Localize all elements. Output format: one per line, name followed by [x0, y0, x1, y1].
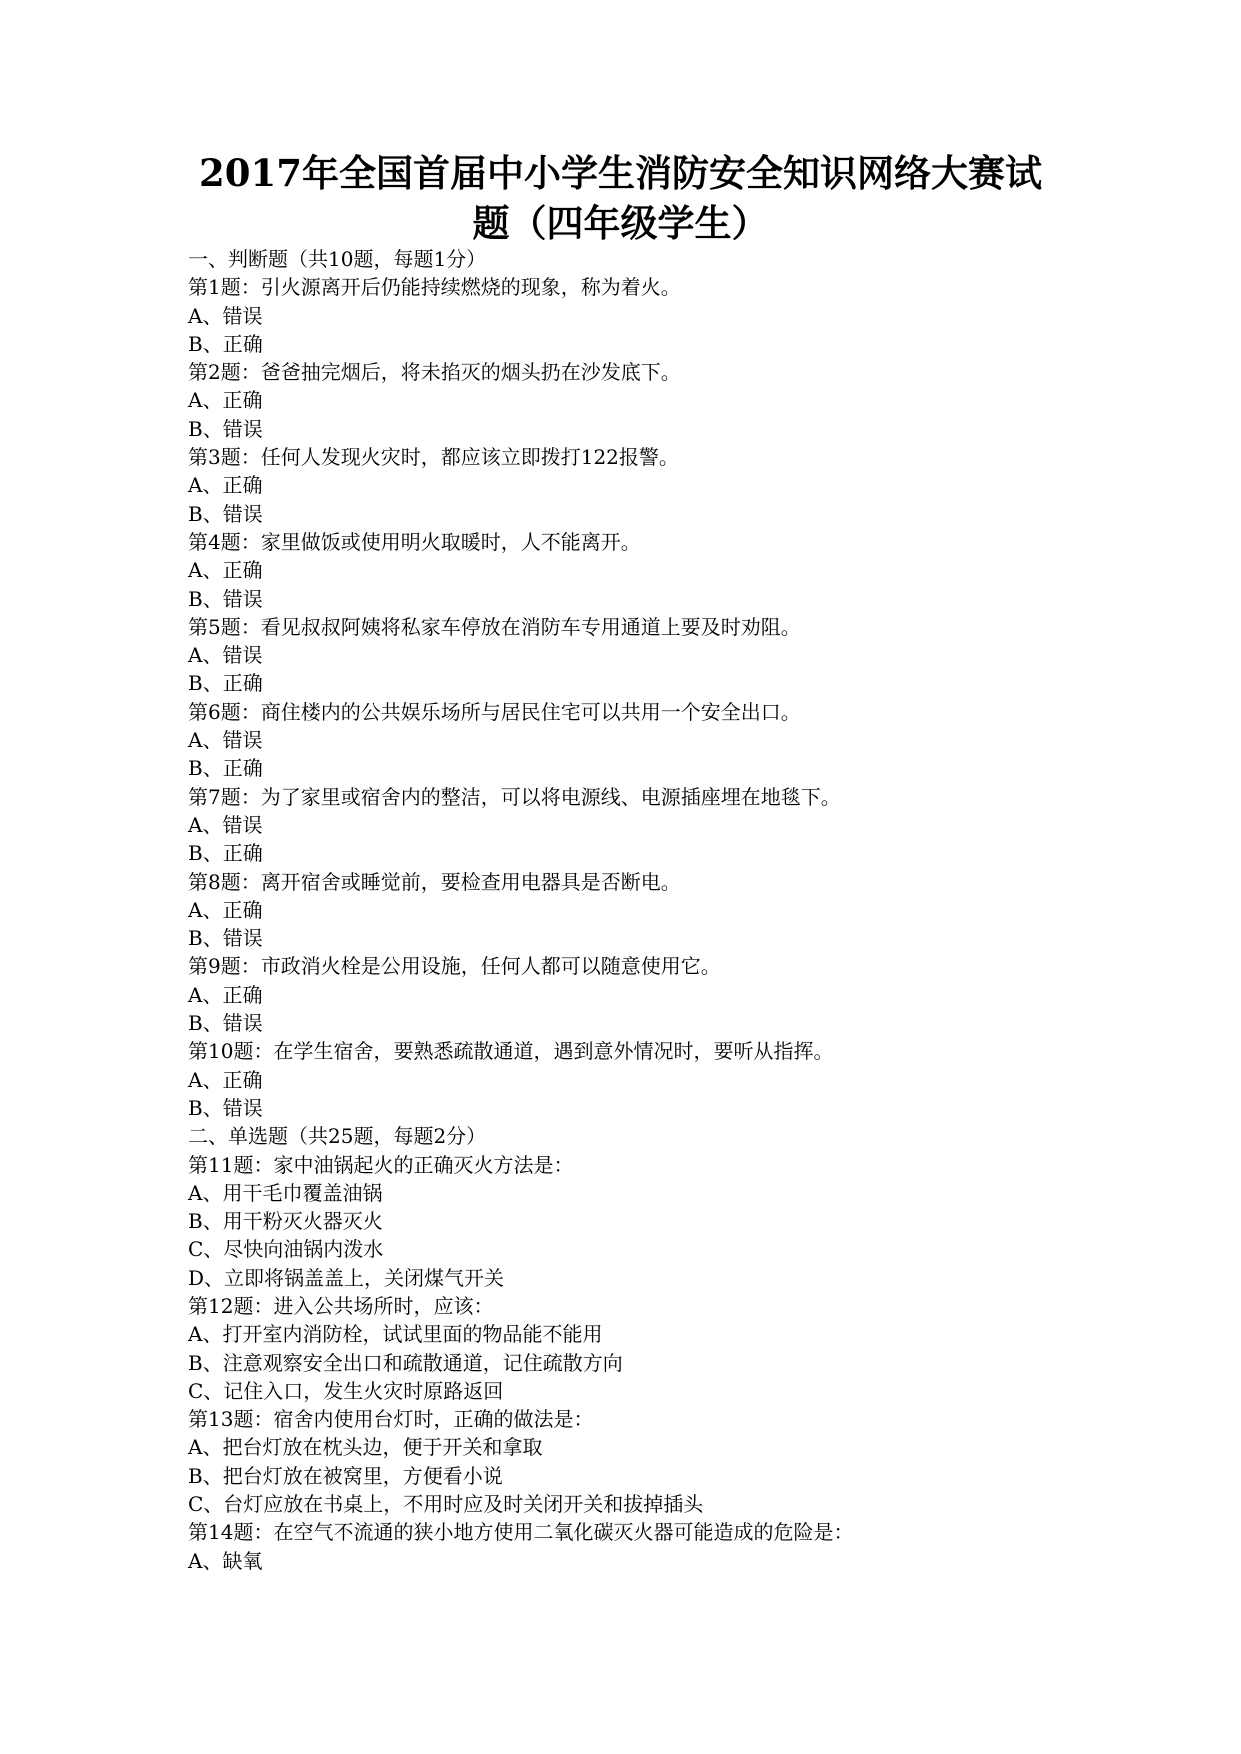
question-text: 第14题：在空气不流通的狭小地方使用二氧化碳灭火器可能造成的危险是：: [188, 1520, 854, 1545]
section-heading: 二、单选题（共25题，每题2分）: [188, 1124, 487, 1149]
answer-option: B、正确: [188, 756, 263, 781]
answer-option: B、注意观察安全出口和疏散通道，记住疏散方向: [188, 1350, 623, 1375]
answer-option: B、错误: [188, 586, 263, 611]
answer-option: C、尽快向油锅内泼水: [188, 1237, 384, 1262]
document-title: [150, 148, 1091, 248]
question-text: 第9题：市政消火栓是公用设施，任何人都可以随意使用它。: [188, 954, 721, 979]
title-line-1: 2017年全国首届中小学生消防安全知识网络大赛试: [199, 151, 1042, 195]
answer-option: B、正确: [188, 671, 263, 696]
answer-option: A、错误: [188, 303, 263, 328]
question-text: 第5题：看见叔叔阿姨将私家车停放在消防车专用通道上要及时劝阻。: [188, 614, 801, 639]
answer-option: B、错误: [188, 501, 263, 526]
answer-option: C、台灯应放在书桌上，不用时应及时关闭开关和拔掉插头: [188, 1492, 704, 1517]
answer-option: A、把台灯放在枕头边，便于开关和拿取: [188, 1435, 543, 1460]
question-text: 第3题：任何人发现火灾时，都应该立即拨打122报警。: [188, 445, 679, 470]
answer-option: A、错误: [188, 728, 263, 753]
answer-option: A、正确: [188, 558, 263, 583]
answer-option: A、缺氧: [188, 1548, 263, 1573]
answer-option: B、错误: [188, 926, 263, 951]
question-text: 第8题：离开宿舍或睡觉前，要检查用电器具是否断电。: [188, 869, 681, 894]
question-text: 第12题：进入公共场所时，应该：: [188, 1293, 494, 1318]
answer-option: A、错误: [188, 643, 263, 668]
question-text: 第2题：爸爸抽完烟后，将未掐灭的烟头扔在沙发底下。: [188, 360, 681, 385]
question-text: 第10题：在学生宿舍，要熟悉疏散通道，遇到意外情况时，要听从指挥。: [188, 1039, 834, 1064]
answer-option: A、正确: [188, 473, 263, 498]
title-line-2: 题（四年级学生）: [472, 201, 769, 245]
question-text: 第7题：为了家里或宿舍内的整洁，可以将电源线、电源插座埋在地毯下。: [188, 784, 841, 809]
section-heading: 一、判断题（共10题，每题1分）: [188, 247, 487, 271]
answer-option: B、把台灯放在被窝里，方便看小说: [188, 1463, 503, 1488]
question-text: 第4题：家里做饭或使用明火取暖时，人不能离开。: [188, 529, 641, 554]
answer-option: A、用干毛巾覆盖油锅: [188, 1180, 383, 1205]
question-text: 第13题：宿舍内使用台灯时，正确的做法是：: [188, 1407, 594, 1432]
answer-option: A、正确: [188, 982, 263, 1007]
question-text: 第1题：引火源离开后仍能持续燃烧的现象，称为着火。: [188, 275, 681, 300]
question-text: 第11题：家中油锅起火的正确灭火方法是：: [188, 1152, 574, 1177]
answer-option: A、正确: [188, 897, 263, 922]
question-text: 第6题：商住楼内的公共娱乐场所与居民住宅可以共用一个安全出口。: [188, 699, 801, 724]
answer-option: A、错误: [188, 812, 263, 837]
answer-option: B、正确: [188, 841, 263, 866]
answer-option: A、正确: [188, 1067, 263, 1092]
answer-option: B、错误: [188, 1095, 263, 1120]
answer-option: B、错误: [188, 1011, 263, 1036]
answer-option: A、打开室内消防栓，试试里面的物品能不能用: [188, 1322, 603, 1347]
answer-option: B、正确: [188, 331, 263, 356]
document-body: [188, 245, 1148, 1575]
answer-option: C、记住入口，发生火灾时原路返回: [188, 1378, 504, 1403]
answer-option: A、正确: [188, 388, 263, 413]
answer-option: B、错误: [188, 416, 263, 441]
answer-option: B、用干粉灭火器灭火: [188, 1209, 383, 1234]
answer-option: D、立即将锅盖盖上，关闭煤气开关: [188, 1265, 505, 1290]
